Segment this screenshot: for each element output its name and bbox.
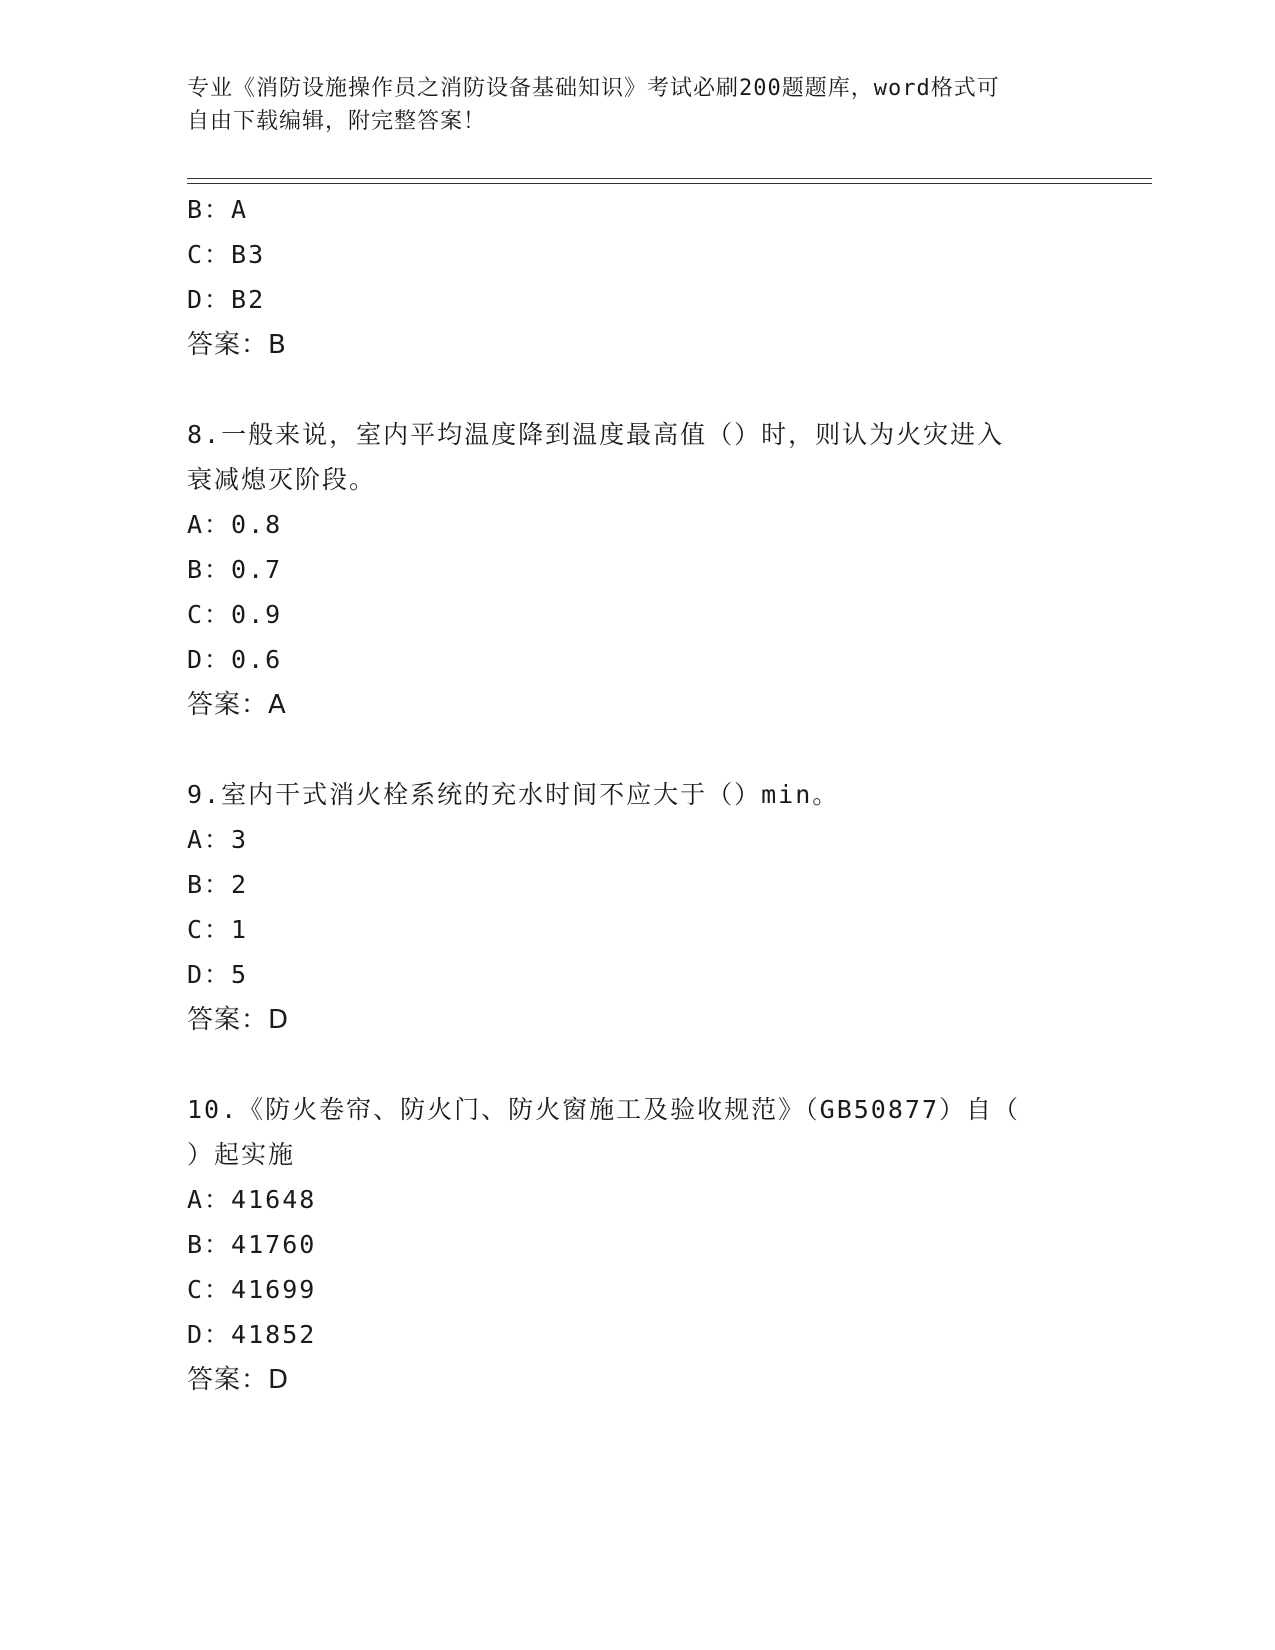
header-line-2: 自由下载编辑，附完整答案！ [187, 109, 487, 134]
q10-option-c: C：41699 [187, 1275, 317, 1304]
q8-stem-line-1: 8.一般来说，室内平均温度降到温度最高值（）时，则认为火灾进入 [187, 420, 1005, 449]
q10-stem-line-1: 10.《防火卷帘、防火门、防火窗施工及验收规范》（GB50877）自（ [187, 1095, 1021, 1124]
q7-option-d: D：B2 [187, 285, 266, 314]
q8-option-b: B：0.7 [187, 555, 283, 584]
document-header [187, 72, 1067, 138]
q9-option-d: D：5 [187, 960, 249, 989]
q8-option-a: A：0.8 [187, 510, 283, 539]
q8-stem-line-2: 衰减熄灭阶段。 [187, 465, 377, 494]
q8-option-d: D：0.6 [187, 645, 283, 674]
q9-option-a: A：3 [187, 825, 249, 854]
q9-stem-line-1: 9.室内干式消火栓系统的充水时间不应大于（）min。 [187, 780, 840, 809]
header-divider-bottom [187, 183, 1152, 184]
q10-option-a: A：41648 [187, 1185, 317, 1214]
q10-option-d: D：41852 [187, 1320, 317, 1349]
q7-option-b: B：A [187, 195, 249, 224]
q9-answer: 答案：D [187, 1005, 290, 1035]
q7-option-c: C：B3 [187, 240, 266, 269]
q7-answer: 答案：B [187, 330, 287, 360]
q10-option-b: B：41760 [187, 1230, 317, 1259]
q8-answer: 答案：A [187, 690, 287, 720]
q9-option-c: C：1 [187, 915, 249, 944]
header-divider-top [187, 178, 1152, 179]
q10-answer: 答案：D [187, 1365, 290, 1395]
q10-stem-line-2: ）起实施 [187, 1140, 296, 1169]
q8-option-c: C：0.9 [187, 600, 283, 629]
header-line-1: 专业《消防设施操作员之消防设备基础知识》考试必刷200题题库，word格式可 [187, 76, 1000, 101]
q9-option-b: B：2 [187, 870, 249, 899]
